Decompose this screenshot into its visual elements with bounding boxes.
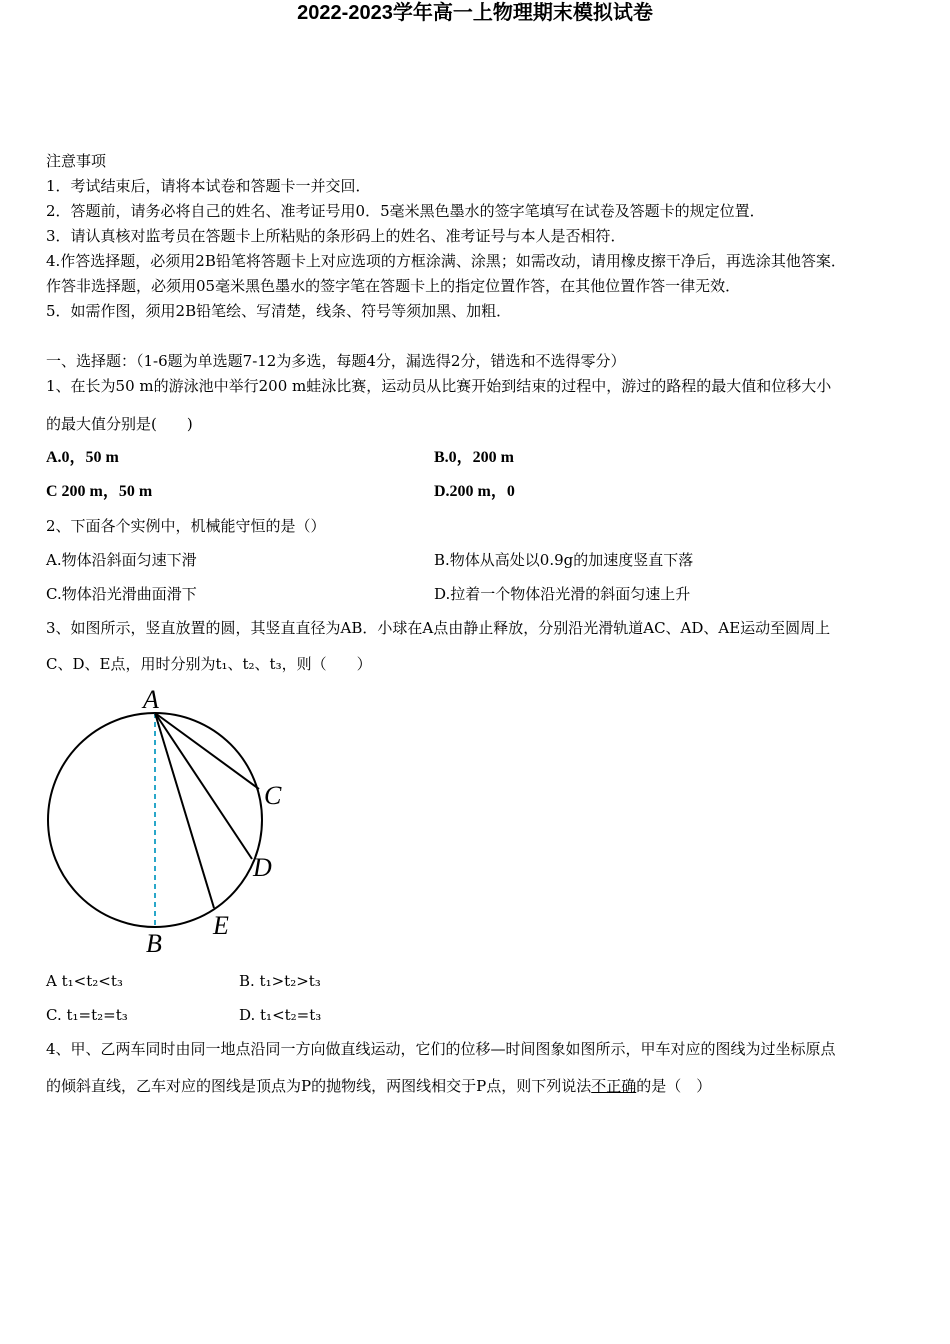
q3-stem-line1: 3、如图所示，竖直放置的圆，其竖直直径为AB．小球在A点由静止释放，分别沿光滑轨道AC、AD、AE运动至圆周上 xyxy=(46,619,831,637)
q2-stem: 2、下面各个实例中，机械能守恒的是（） xyxy=(46,517,326,535)
notice-item-2: 2．答题前，请务必将自己的姓名、准考证号用0．5毫米黑色墨水的签字笔填写在试卷及答题卡的规定位置． xyxy=(46,202,765,220)
label-b: B xyxy=(146,929,162,958)
notice-item-4: 4.作答选择题，必须用2B铅笔将答题卡上对应选项的方框涂满、涂黑；如需改动，请用橡皮擦干净后，再选涂其他答案． xyxy=(46,252,846,270)
label-e: E xyxy=(213,911,229,940)
q1-option-a: A.0，50 m xyxy=(46,449,119,466)
notice-item-1: 1．考试结束后，请将本试卷和答题卡一并交回． xyxy=(46,177,371,195)
q1-stem-line2: 的最大值分别是( ) xyxy=(46,415,193,433)
circle-tracks-figure xyxy=(40,684,300,959)
q3-option-d: D. t₁<t₂=t₃ xyxy=(239,1006,322,1024)
q1-option-b: B.0，200 m xyxy=(434,449,515,466)
q2-option-b: B.物体从高处以0.9g的加速度竖直下落 xyxy=(434,551,694,569)
q2-option-a: A.物体沿斜面匀速下滑 xyxy=(46,551,197,569)
track-ac xyxy=(155,713,259,789)
q4-line2-underlined: 不正确 xyxy=(591,1077,637,1095)
track-ae xyxy=(155,713,214,908)
q1-option-d: D.200 m，0 xyxy=(434,483,515,500)
q3-stem-line2: C、D、E点，用时分别为t₁、t₂、t₃，则（ ） xyxy=(46,655,372,673)
notice-item-3: 3．请认真核对监考员在答题卡上所粘贴的条形码上的姓名、准考证号与本人是否相符． xyxy=(46,227,626,245)
q3-option-c: C. t₁=t₂=t₃ xyxy=(46,1006,128,1024)
label-c: C xyxy=(264,781,282,810)
q1-stem-line1: 1、在长为50 m的游泳池中举行200 m蛙泳比赛，运动员从比赛开始到结束的过程中，游过的路程的最大值和位移大小 xyxy=(46,377,832,395)
notice-item-4-cont: 作答非选择题，必须用05毫米黑色墨水的签字笔在答题卡上的指定位置作答，在其他位置作答一律无效． xyxy=(46,277,741,295)
label-d: D xyxy=(253,853,272,882)
section-heading: 一、选择题：（1-6题为单选题7-12为多选，每题4分，漏选得2分，错选和不选得零分） xyxy=(46,352,626,370)
track-ad xyxy=(155,713,252,859)
notice-heading: 注意事项 xyxy=(46,152,107,170)
q2-option-c: C.物体沿光滑曲面滑下 xyxy=(46,585,197,603)
q4-stem-line1: 4、甲、乙两车同时由同一地点沿同一方向做直线运动，它们的位移—时间图象如图所示，甲车对应的图线为过坐标原点 xyxy=(46,1040,836,1058)
q1-option-c: C 200 m，50 m xyxy=(46,483,153,500)
q4-line2-post: 的是（ ） xyxy=(636,1077,712,1095)
q4-line2-pre: 的倾斜直线，乙车对应的图线是顶点为P的抛物线，两图线相交于P点，则下列说法 xyxy=(46,1077,592,1095)
notice-item-5: 5．如需作图，须用2B铅笔绘、写清楚，线条、符号等须加黑、加粗． xyxy=(46,302,512,320)
q3-option-b: B. t₁>t₂>t₃ xyxy=(239,972,321,990)
q2-option-d: D.拉着一个物体沿光滑的斜面匀速上升 xyxy=(434,585,691,603)
page-title: 2022-2023学年高一上物理期末模拟试卷 xyxy=(297,2,653,24)
label-a: A xyxy=(143,685,159,714)
q3-option-a: A t₁<t₂<t₃ xyxy=(46,972,123,990)
q4-stem-line2 xyxy=(46,1076,711,1096)
